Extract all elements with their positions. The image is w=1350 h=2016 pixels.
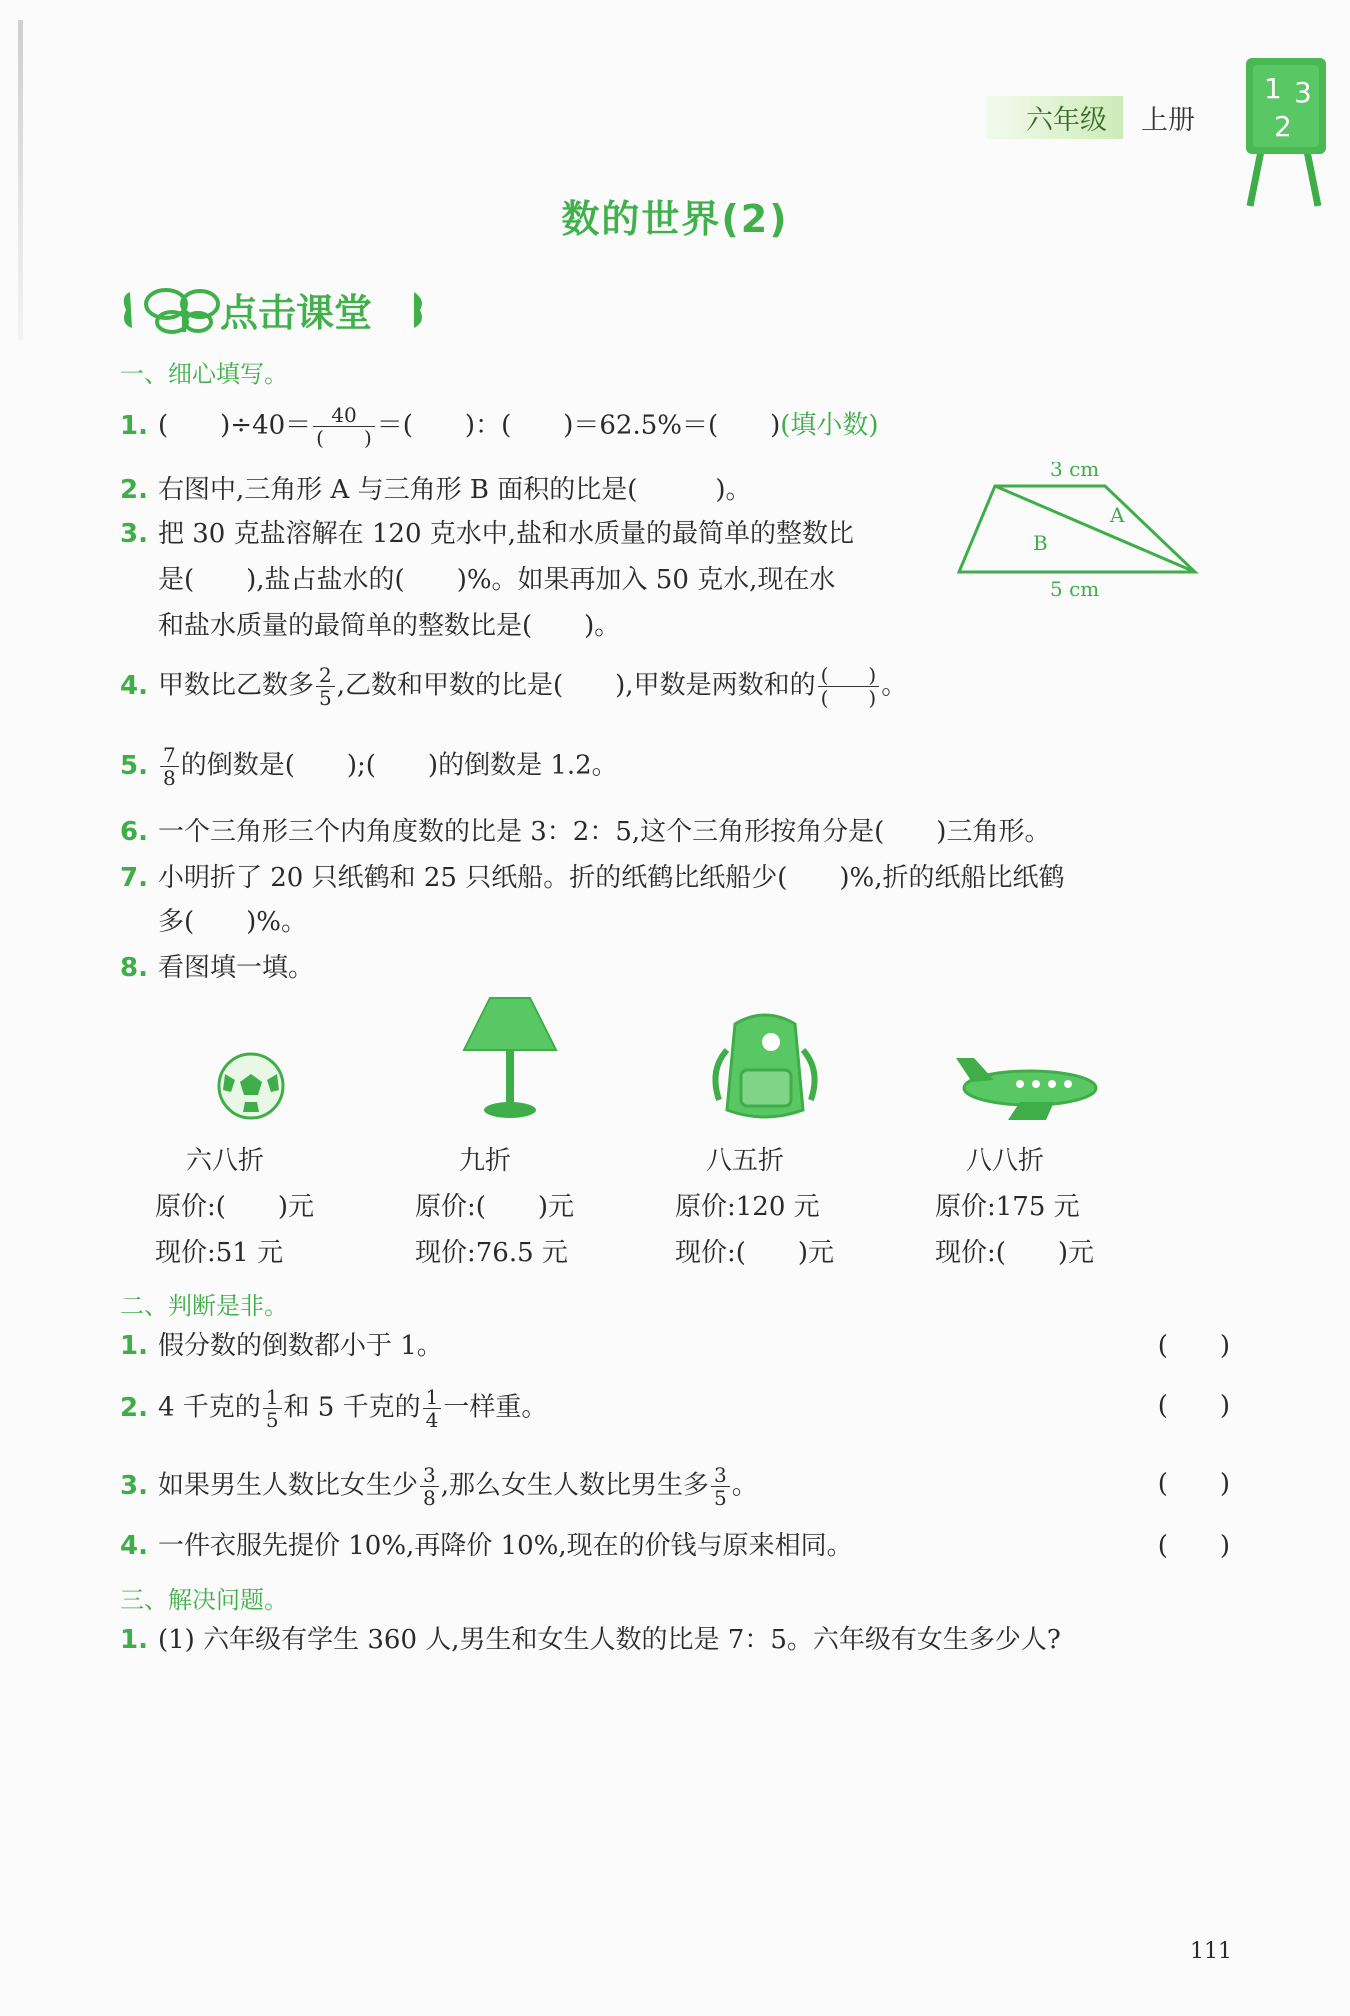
item-airplane bbox=[935, 1138, 1094, 1276]
item-discount: 六八折 bbox=[185, 1146, 264, 1176]
q1-num: 1. bbox=[120, 410, 148, 441]
q1-part1: ( )÷40＝ bbox=[158, 410, 312, 441]
item-original-price: 原价:120 元 bbox=[675, 1192, 820, 1222]
judge-q3: 3. 如果男生人数比女生少 $\frac{3}{8}$ ,那么女生人数比男生多 $\frac{3}{5}$ 。 bbox=[120, 1463, 758, 1510]
svg-text:A: A bbox=[1110, 503, 1125, 527]
backpack-icon bbox=[705, 1010, 825, 1125]
item-discount: 八五折 bbox=[705, 1146, 784, 1176]
svg-text:2: 2 bbox=[1274, 110, 1292, 143]
q2-line bbox=[120, 470, 752, 510]
judge-q1-answer[interactable]: ( ) bbox=[1157, 1331, 1230, 1361]
svg-text:B: B bbox=[1033, 531, 1048, 555]
trapezoid-figure bbox=[955, 462, 1215, 602]
q3-num: 3. bbox=[120, 519, 148, 549]
item-original-price: 原价:( )元 bbox=[155, 1192, 315, 1222]
q8-text: 看图填一填。 bbox=[158, 953, 315, 983]
judge-q2: 2. 4 千克的 $\frac{1}{5}$ 和 5 千克的 $\frac{1}{4}$ 一样重。 bbox=[120, 1385, 548, 1432]
q3-line3: 和盐水质量的最简单的整数比是( )。 bbox=[158, 611, 621, 641]
airplane-icon bbox=[950, 1052, 1100, 1122]
item-backpack bbox=[675, 1138, 834, 1276]
q3-line1 bbox=[120, 514, 854, 554]
section-banner: 点击课堂 bbox=[220, 291, 373, 335]
q5-num: 5. bbox=[120, 750, 148, 781]
svg-text:3: 3 bbox=[1294, 76, 1312, 109]
q7-line1 bbox=[120, 858, 1064, 898]
page-number: 111 bbox=[1190, 1939, 1232, 1964]
judge-q4: 4. 一件衣服先提价 10%,再降价 10%,现在的价钱与原来相同。 bbox=[120, 1531, 853, 1561]
svg-text:1: 1 bbox=[1264, 72, 1282, 105]
q4-line: 4. 甲数比乙数多 $\frac{2}{5}$ ,乙数和甲数的比是( ),甲数是两数和的 $\frac{( )}{( )}$ 。 bbox=[120, 663, 908, 710]
q3-text1: 把 30 克盐溶解在 120 克水中,盐和水质量的最简单的整数比 bbox=[158, 519, 855, 549]
q1-line bbox=[120, 404, 879, 449]
q1-part2: ＝( )：( )＝62.5%＝( ) bbox=[376, 410, 781, 441]
q6-num: 6. bbox=[120, 817, 148, 847]
item-current-price: 现价:( )元 bbox=[935, 1238, 1095, 1268]
q8-num: 8. bbox=[120, 953, 148, 983]
section-1-heading: 一、细心填写。 bbox=[120, 360, 288, 388]
item-discount: 八八折 bbox=[965, 1146, 1044, 1176]
q6-text: 一个三角形三个内角度数的比是 3：2：5,这个三角形按角分是( )三角形。 bbox=[158, 817, 1051, 847]
judge-q2-answer[interactable]: ( ) bbox=[1157, 1391, 1230, 1421]
q7-num: 7. bbox=[120, 863, 148, 893]
svg-text:5 cm: 5 cm bbox=[1050, 577, 1100, 601]
judge-q1: 1. 假分数的倒数都小于 1。 bbox=[120, 1331, 443, 1361]
item-lamp bbox=[415, 1138, 574, 1276]
q3-line2: 是( ),盐占盐水的( )%。如果再加入 50 克水,现在水 bbox=[158, 565, 836, 595]
q2-text: 右图中,三角形 A 与三角形 B 面积的比是( )。 bbox=[158, 475, 752, 505]
grade-label bbox=[986, 96, 1195, 139]
q6-line bbox=[120, 812, 1050, 852]
page-title: 数的世界(2) bbox=[561, 197, 789, 241]
volume-text: 上册 bbox=[1141, 105, 1195, 136]
section-2-heading: 二、判断是非。 bbox=[120, 1292, 288, 1320]
q2-num: 2. bbox=[120, 475, 148, 505]
q8-line bbox=[120, 948, 314, 988]
q1-hint: (填小数) bbox=[780, 410, 879, 441]
svg-text:3 cm: 3 cm bbox=[1050, 462, 1100, 481]
judge-q3-answer[interactable]: ( ) bbox=[1157, 1469, 1230, 1499]
judge-q4-answer[interactable]: ( ) bbox=[1157, 1531, 1230, 1561]
section-3-heading: 三、解决问题。 bbox=[120, 1586, 288, 1614]
q5-line: 5. $\frac{7}{8}$ 的倒数是( );( )的倒数是 1.2。 bbox=[120, 743, 618, 790]
item-current-price: 现价:( )元 bbox=[675, 1238, 835, 1268]
grade-text: 六年级 bbox=[986, 96, 1123, 139]
item-ball bbox=[155, 1138, 314, 1276]
page-edge-shadow bbox=[18, 20, 23, 340]
item-current-price: 现价:76.5 元 bbox=[415, 1238, 568, 1268]
q4-num: 4. bbox=[120, 670, 148, 701]
problem-q1: 1. (1) 六年级有学生 360 人,男生和女生人数的比是 7：5。六年级有女生多少人? bbox=[120, 1625, 1061, 1655]
item-original-price: 原价:175 元 bbox=[935, 1192, 1080, 1222]
item-original-price: 原价:( )元 bbox=[415, 1192, 575, 1222]
lamp-icon bbox=[460, 992, 560, 1122]
item-discount: 九折 bbox=[458, 1146, 511, 1176]
soccer-ball-icon bbox=[215, 1050, 287, 1122]
q7-text1: 小明折了 20 只纸鹤和 25 只纸船。折的纸鹤比纸船少( )%,折的纸船比纸鹤 bbox=[158, 863, 1065, 893]
q7-line2: 多( )%。 bbox=[158, 907, 307, 937]
item-current-price: 现价:51 元 bbox=[155, 1238, 284, 1268]
q1-fraction: $\frac{40}{( )}$ bbox=[313, 404, 375, 449]
